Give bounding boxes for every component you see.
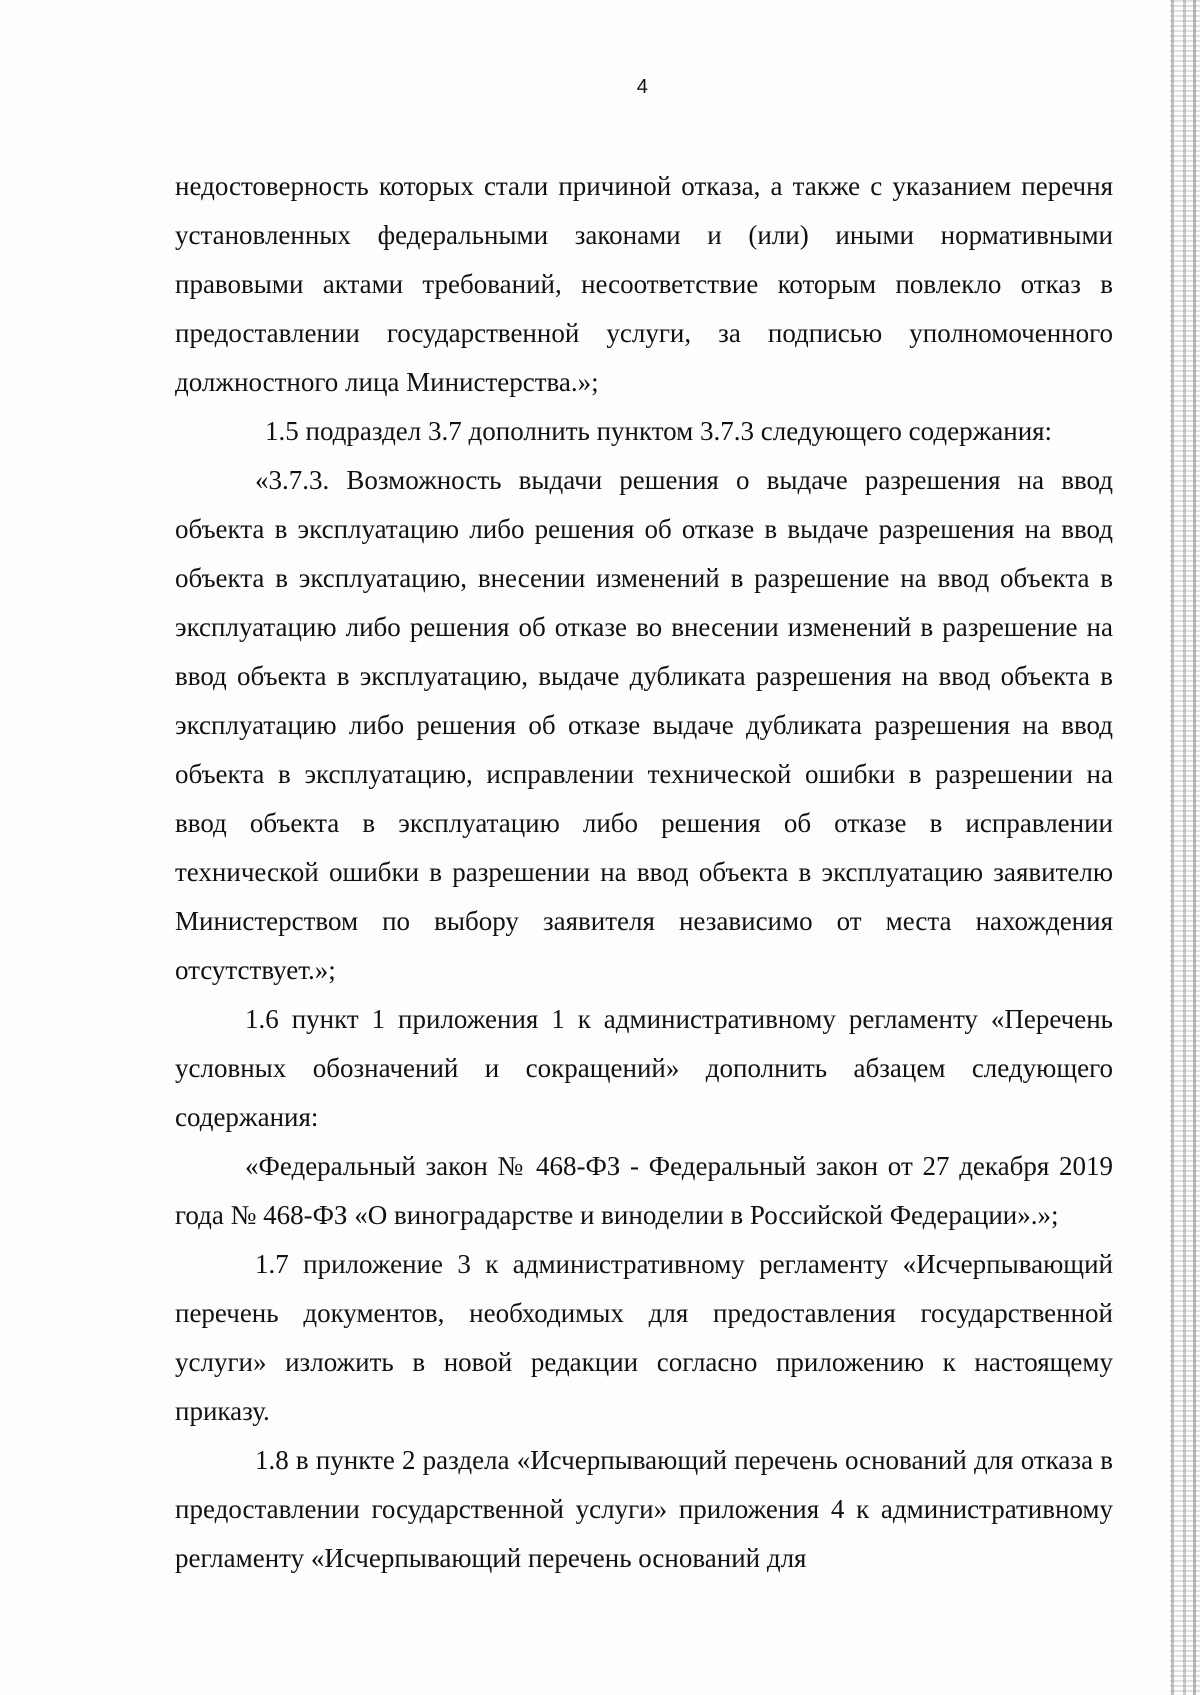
paragraph-1-8: 1.8 в пункте 2 раздела «Исчерпывающий перечень оснований для отказа в предоставлении государственной услуги» приложения 4 к административному регламенту «Исчерпывающий перечень оснований для — [175, 1445, 1113, 1573]
paragraph-3-7-3: «3.7.3. Возможность выдачи решения о выдаче разрешения на ввод объекта в эксплуатацию либо решения об отказе в выдаче разрешения на ввод объекта в эксплуатацию, внесении изменений в разрешение на ввод объекта в эксплуатацию либо решения об отказе во внесении изменений в разрешение на ввод объекта в эксплуатацию, выдаче дубликата разрешения на ввод объекта в эксплуатацию либо решения об отказе выдаче дубликата разрешения на ввод объекта в эксплуатацию, исправлении технической ошибки в разрешении на ввод объекта в эксплуатацию либо решения об отказе в исправлении технической ошибки в разрешении на ввод объекта в эксплуатацию заявителю Министерством по выбору заявителя независимо от места нахождения отсутствует.»; — [175, 465, 1113, 985]
paragraph-1-6: 1.6 пункт 1 приложения 1 к административному регламенту «Перечень условных обозначений и сокращений» дополнить абзацем следующего содержания: — [175, 1004, 1113, 1132]
scan-edge-line — [1183, 0, 1186, 1695]
paragraph-law-468: «Федеральный закон № 468-ФЗ - Федеральный закон от 27 декабря 2019 года № 468-ФЗ «О виноградарстве и виноделии в Российской Федерации».»; — [175, 1151, 1113, 1230]
scan-edge-line — [1171, 0, 1174, 1695]
paragraph-1-5: 1.5 подраздел 3.7 дополнить пунктом 3.7.3 следующего содержания: — [265, 416, 1053, 446]
scan-edge-line — [1193, 0, 1196, 1695]
paragraph-continuation: недостоверность которых стали причиной отказа, а также с указанием перечня установленных федеральными законами и (или) иными нормативными правовыми актами требований, несоответствие которым повлекло отказ в предоставлении государственной услуги, за подписью уполномоченного должностного лица Министерства.»; — [175, 171, 1113, 397]
paragraph-1-7: 1.7 приложение 3 к административному регламенту «Исчерпывающий перечень документов, необходимых для предоставления государственной услуги» изложить в новой редакции согласно приложению к настоящему приказу. — [175, 1249, 1113, 1426]
document-body — [175, 162, 1113, 1583]
page-number: 4 — [636, 76, 649, 98]
